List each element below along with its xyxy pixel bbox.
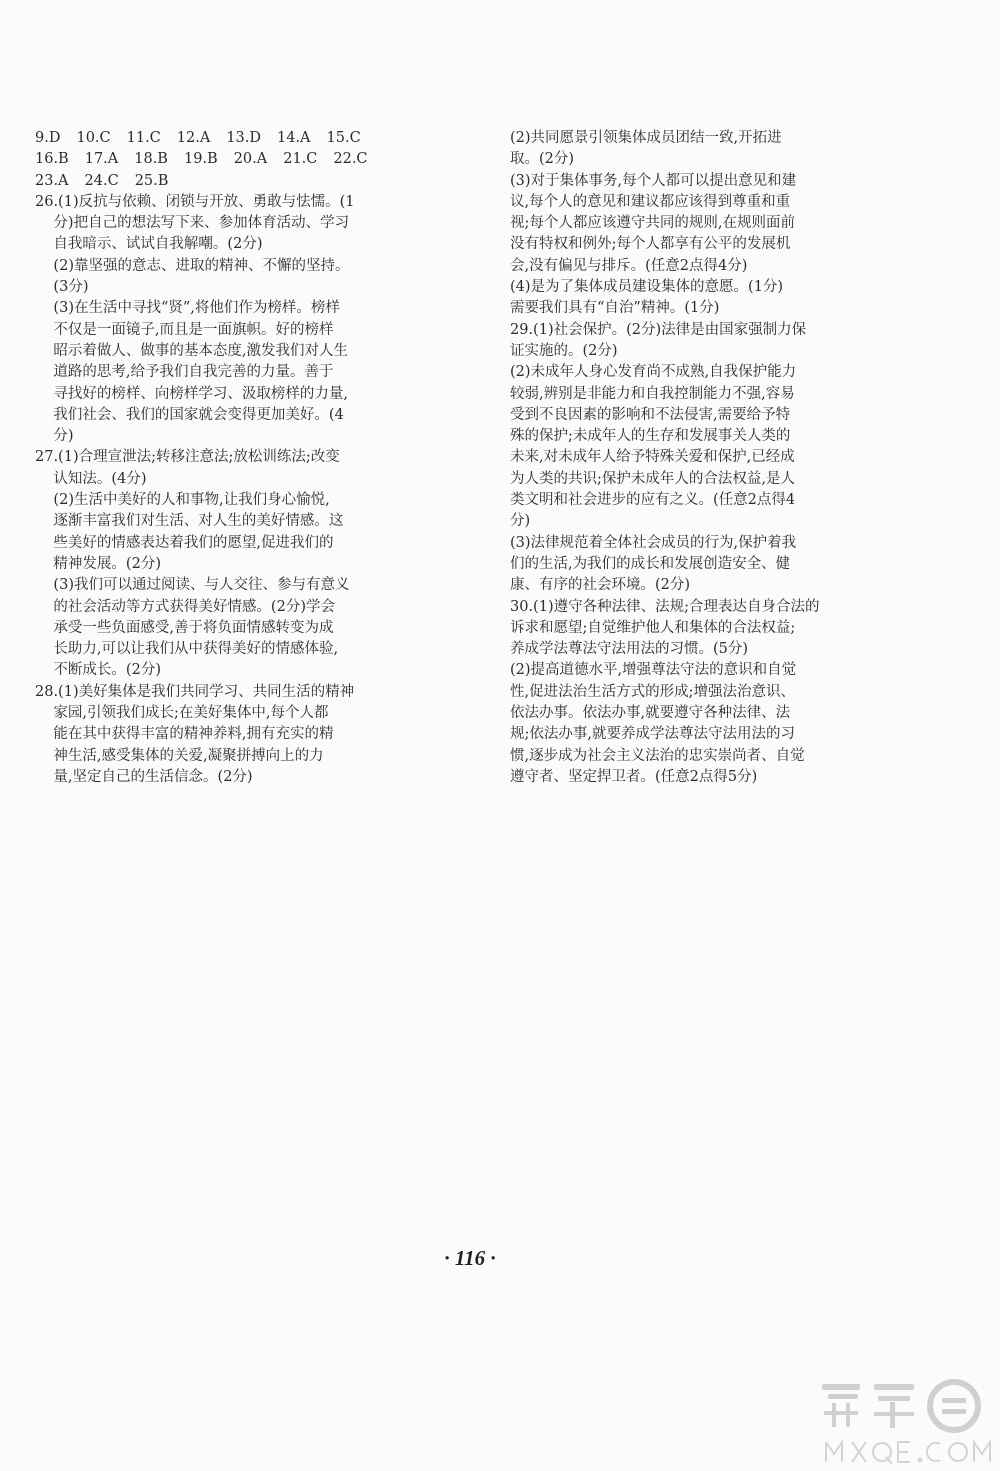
mc-answer-line (35, 171, 481, 192)
multiple-choice-answers (35, 128, 481, 192)
mc-answer: 16.B (35, 151, 69, 168)
right-answer-lines (510, 128, 876, 788)
mc-answer: 25.B (134, 172, 169, 189)
mc-answer: 17.A (84, 151, 119, 168)
answer-line: (3)我们可以通过阅读、与人交往、参与有意义 (35, 577, 350, 594)
answer-line: 规;依法办事,就要养成学法尊法守法用法的习 (510, 726, 795, 743)
answer-line: 视;每个人都应该遵守共同的规则,在规则面前 (510, 215, 795, 232)
answer-line: (2)提高道德水平,增强尊法守法的意识和自觉 (510, 662, 797, 679)
answer-line: 26.(1)反抗与依赖、闭锁与开放、勇敢与怯懦。(1 (35, 193, 355, 210)
mc-answer: 9.D (35, 130, 61, 146)
answer-line: 30.(1)遵守各种法律、法规;合理表达自身合法的 (510, 598, 820, 615)
answer-line: 家园,引领我们成长;在美好集体中,每个人都 (35, 705, 329, 722)
answer-line: (3分) (35, 279, 89, 296)
answer-line: (3)法律规范着全体社会成员的行为,保护着我 (510, 534, 797, 551)
answer-line: 长助力,可以让我们从中获得美好的情感体验, (35, 641, 339, 658)
mc-answer: 13.D (226, 130, 261, 146)
answer-line: 取。(2分) (510, 151, 575, 168)
mc-answer: 19.B (183, 151, 218, 168)
answer-line: 逐渐丰富我们对生活、对人生的美好情感。这 (35, 513, 344, 530)
mc-answer: 21.C (283, 151, 318, 168)
answer-line: 惯,逐步成为社会主义法治的忠实崇尚者、自觉 (510, 747, 805, 764)
mc-answer: 14.A (277, 130, 311, 146)
answer-line: 分) (35, 428, 74, 445)
answer-line: (2)生活中美好的人和事物,让我们身心愉悦, (35, 492, 330, 509)
answer-line: (2)靠坚强的意志、进取的精神、不懈的坚持。 (35, 257, 350, 274)
answer-line: 道路的思考,给予我们自我完善的力量。善于 (35, 364, 334, 381)
answer-line: 量,坚定自己的生活信念。(2分) (35, 768, 253, 785)
answer-line: 自我暗示、试试自我解嘲。(2分) (35, 236, 263, 253)
answer-line: 认知法。(4分) (35, 470, 147, 487)
mc-answer-line (35, 128, 481, 149)
answer-line: 精神发展。(2分) (35, 555, 161, 572)
answer-line: 未来,对未成年人给予特殊关爱和保护,已经成 (510, 449, 795, 466)
answer-line: 康、有序的社会环境。(2分) (510, 577, 691, 594)
answer-line: 27.(1)合理宣泄法;转移注意法;放松训练法;改变 (35, 449, 340, 466)
left-answer-lines (35, 192, 481, 788)
answer-line: 证实施的。(2分) (510, 342, 618, 359)
answer-line: 能在其中获得丰富的精神养料,拥有充实的精 (35, 726, 334, 743)
mc-answer-line (35, 149, 481, 170)
answer-line: 28.(1)美好集体是我们共同学习、共同生活的精神 (35, 683, 355, 700)
mc-answer: 12.A (176, 130, 211, 146)
answer-line: 为人类的共识;保护未成年人的合法权益,是人 (510, 470, 795, 487)
answer-line: 需要我们具有“自治”精神。(1分) (510, 300, 720, 317)
answer-line: 分)把自己的想法写下来、参加体育活动、学习 (35, 215, 350, 232)
answer-line: 诉求和愿望;自觉维护他人和集体的合法权益; (510, 619, 796, 636)
mc-answer: 11.C (126, 130, 161, 146)
answer-line: 性,促进法治生活方式的形成;增强法治意识、 (510, 683, 795, 700)
mc-answer: 24.C (84, 172, 119, 189)
answer-line: 寻找好的榜样、向榜样学习、汲取榜样的力量, (35, 385, 349, 402)
right-column (510, 128, 876, 788)
watermark-logo (818, 1378, 998, 1471)
answer-line: 29.(1)社会保护。(2分)法律是由国家强制力保 (510, 321, 807, 338)
answer-line: 受到不良因素的影响和不法侵害,需要给予特 (510, 406, 791, 423)
answer-line: (2)未成年人身心发育尚不成熟,自我保护能力 (510, 364, 797, 381)
answer-line: (2)共同愿景引领集体成员团结一致,开拓进 (510, 130, 782, 146)
answer-line: (3)对于集体事务,每个人都可以提出意见和建 (510, 172, 797, 189)
answer-line: 我们社会、我们的国家就会变得更加美好。(4 (35, 406, 344, 423)
answer-line: 殊的保护;未成年人的生存和发展事关人类的 (510, 428, 791, 445)
answer-line: 些美好的情感表达着我们的愿望,促进我们的 (35, 534, 334, 551)
mc-answer: 20.A (233, 151, 268, 168)
answer-line: 们的生活,为我们的成长和发展创造安全、健 (510, 555, 791, 572)
answer-line: 的社会活动等方式获得美好情感。(2分)学会 (35, 598, 335, 615)
mc-answer: 15.C (326, 130, 361, 146)
answer-line: 议,每个人的意见和建议都应该得到尊重和重 (510, 193, 791, 210)
answer-line: 分) (510, 513, 531, 530)
answer-line: 会,没有偏见与排斥。(任意2点得4分) (510, 257, 748, 274)
answer-line: 昭示着做人、做事的基本态度,激发我们对人生 (35, 342, 349, 359)
answer-line: 不仅是一面镜子,而且是一面旗帜。好的榜样 (35, 321, 334, 338)
mc-answer: 10.C (76, 130, 111, 146)
answer-line: 遵守者、坚定捍卫者。(任意2点得5分) (510, 768, 758, 785)
answer-line: 没有特权和例外;每个人都享有公平的发展机 (510, 236, 791, 253)
answer-line: (4)是为了集体成员建设集体的意愿。(1分) (510, 279, 784, 296)
answer-line: 不断成长。(2分) (35, 662, 161, 679)
answer-line: 神生活,感受集体的关爱,凝聚拼搏向上的力 (35, 747, 324, 764)
answer-line: 养成学法尊法守法用法的习惯。(5分) (510, 641, 749, 658)
page-number: · 116 · (444, 1246, 496, 1270)
answer-line: 依法办事。依法办事,就要遵守各种法律、法 (510, 705, 791, 722)
answer-line: 类文明和社会进步的应有之义。(任意2点得4 (510, 492, 796, 509)
left-column (35, 128, 481, 788)
answer-line: 承受一些负面感受,善于将负面情感转变为成 (35, 619, 334, 636)
answer-line: (3)在生活中寻找“贤”,将他们作为榜样。榜样 (35, 300, 340, 317)
mc-answer: 23.A (35, 172, 69, 189)
answer-line: 较弱,辨别是非能力和自我控制能力不强,容易 (510, 385, 795, 402)
mc-answer: 22.C (333, 151, 368, 168)
mc-answer: 18.B (134, 151, 168, 168)
